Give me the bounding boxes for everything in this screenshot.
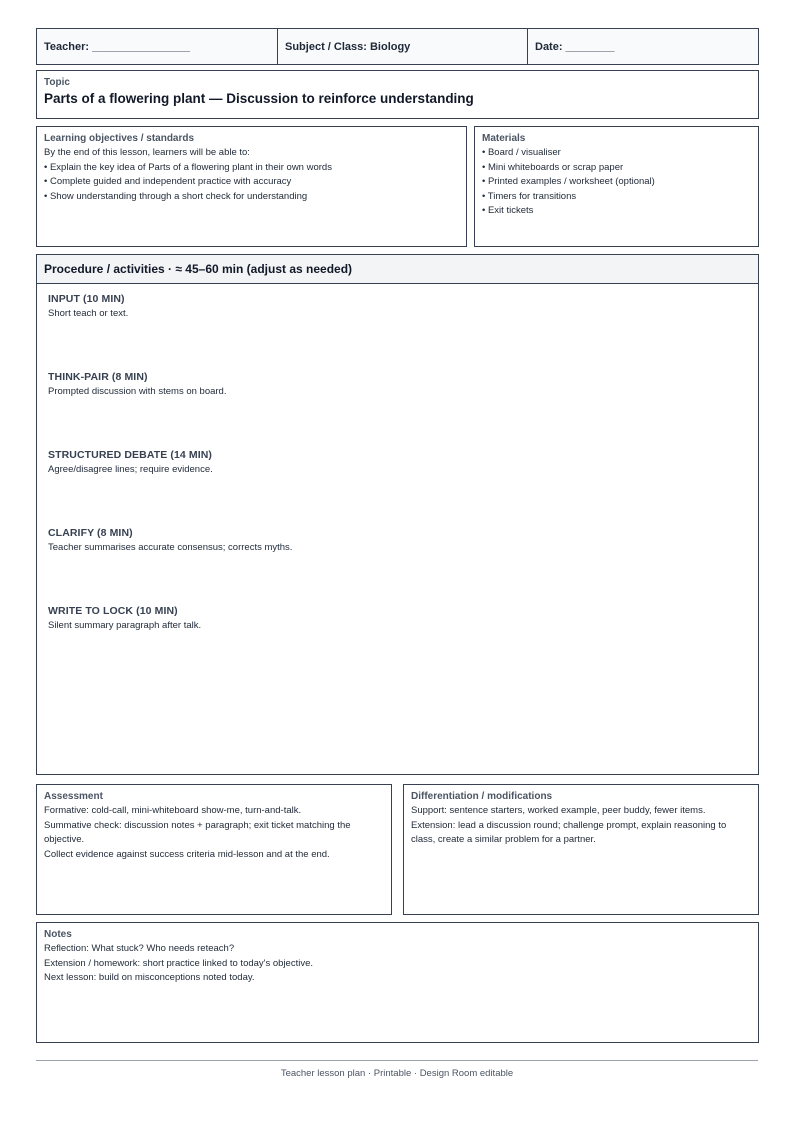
subject-class-field[interactable]: Subject / Class: Biology xyxy=(285,40,411,53)
assessment-section xyxy=(36,784,392,915)
objective-line: • Show understanding through a short check for understanding xyxy=(44,190,308,202)
procedure-section xyxy=(36,254,759,775)
assessment-label: Assessment xyxy=(44,791,103,802)
objectives-label: Learning objectives / standards xyxy=(44,133,195,144)
notes-line: Extension / homework: short practice linked to today's objective. xyxy=(44,957,314,969)
activity-block[interactable] xyxy=(48,371,226,397)
activity-title: INPUT (10 MIN) xyxy=(48,293,125,305)
notes-line: Reflection: What stuck? Who needs reteach? xyxy=(44,943,235,954)
activity-description: Short teach or text. xyxy=(48,308,129,319)
activity-description: Prompted discussion with stems on board. xyxy=(48,386,227,397)
differentiation-line: class, create a similar problem for a partner. xyxy=(411,834,596,846)
differentiation-section xyxy=(403,784,759,915)
objective-line: • Complete guided and independent practice with accuracy xyxy=(44,176,292,188)
assessment-line: Formative: cold-call, mini-whiteboard show-me, turn-and-talk. xyxy=(44,805,302,816)
activity-title: THINK-PAIR (8 MIN) xyxy=(48,371,148,383)
teacher-field[interactable]: Teacher: ________________ xyxy=(44,40,190,53)
activity-description: Agree/disagree lines; require evidence. xyxy=(48,464,213,475)
differentiation-label: Differentiation / modifications xyxy=(411,791,553,802)
footer-text: Teacher lesson plan · Printable · Design Room editable xyxy=(280,1068,514,1079)
materials-label: Materials xyxy=(482,133,526,144)
activity-description: Teacher summarises accurate consensus; corrects myths. xyxy=(48,542,293,553)
activity-block[interactable] xyxy=(48,527,292,553)
differentiation-line: Extension: lead a discussion round; challenge prompt, explain reasoning to xyxy=(411,819,727,831)
materials-list[interactable] xyxy=(482,146,751,219)
topic-title[interactable]: Parts of a flowering plant — Discussion to reinforce understanding xyxy=(44,91,474,106)
activity-title: WRITE TO LOCK (10 MIN) xyxy=(48,605,178,617)
activity-title: STRUCTURED DEBATE (14 MIN) xyxy=(48,449,212,461)
materials-item: • Mini whiteboards or scrap paper xyxy=(482,161,624,173)
materials-item: • Timers for transitions xyxy=(482,190,577,202)
materials-item: • Board / visualiser xyxy=(482,147,561,158)
activity-block[interactable] xyxy=(48,293,128,319)
footer-divider xyxy=(36,1060,758,1061)
activity-description: Silent summary paragraph after talk. xyxy=(48,620,202,631)
procedure-title: Procedure / activities · ≈ 45–60 min (adjust as needed) xyxy=(37,255,758,284)
differentiation-content[interactable] xyxy=(411,804,751,848)
topic-label: Topic xyxy=(44,77,70,88)
notes-label: Notes xyxy=(44,929,72,940)
assessment-line: Collect evidence against success criteria mid-lesson and at the end. xyxy=(44,848,330,860)
materials-item: • Exit tickets xyxy=(482,205,534,217)
date-field[interactable]: Date: ________ xyxy=(535,40,615,53)
assessment-line: objective. xyxy=(44,834,85,846)
notes-section xyxy=(36,922,759,1043)
activity-title: CLARIFY (8 MIN) xyxy=(48,527,133,539)
notes-line: Next lesson: build on misconceptions noted today. xyxy=(44,972,255,984)
notes-content[interactable] xyxy=(44,942,751,986)
objectives-section xyxy=(36,126,467,247)
header-bar xyxy=(36,28,759,65)
objectives-content[interactable] xyxy=(44,146,459,204)
assessment-content[interactable] xyxy=(44,804,384,862)
differentiation-line: Support: sentence starters, worked example, peer buddy, fewer items. xyxy=(411,805,706,816)
materials-item: • Printed examples / worksheet (optional) xyxy=(482,176,655,188)
objective-line: • Explain the key idea of Parts of a flowering plant in their own words xyxy=(44,161,332,173)
topic-section xyxy=(36,70,759,119)
objective-line: By the end of this lesson, learners will be able to: xyxy=(44,147,250,158)
assessment-line: Summative check: discussion notes + paragraph; exit ticket matching the xyxy=(44,819,351,831)
activity-block[interactable] xyxy=(48,449,213,475)
materials-section xyxy=(474,126,759,247)
activity-block[interactable] xyxy=(48,605,201,631)
